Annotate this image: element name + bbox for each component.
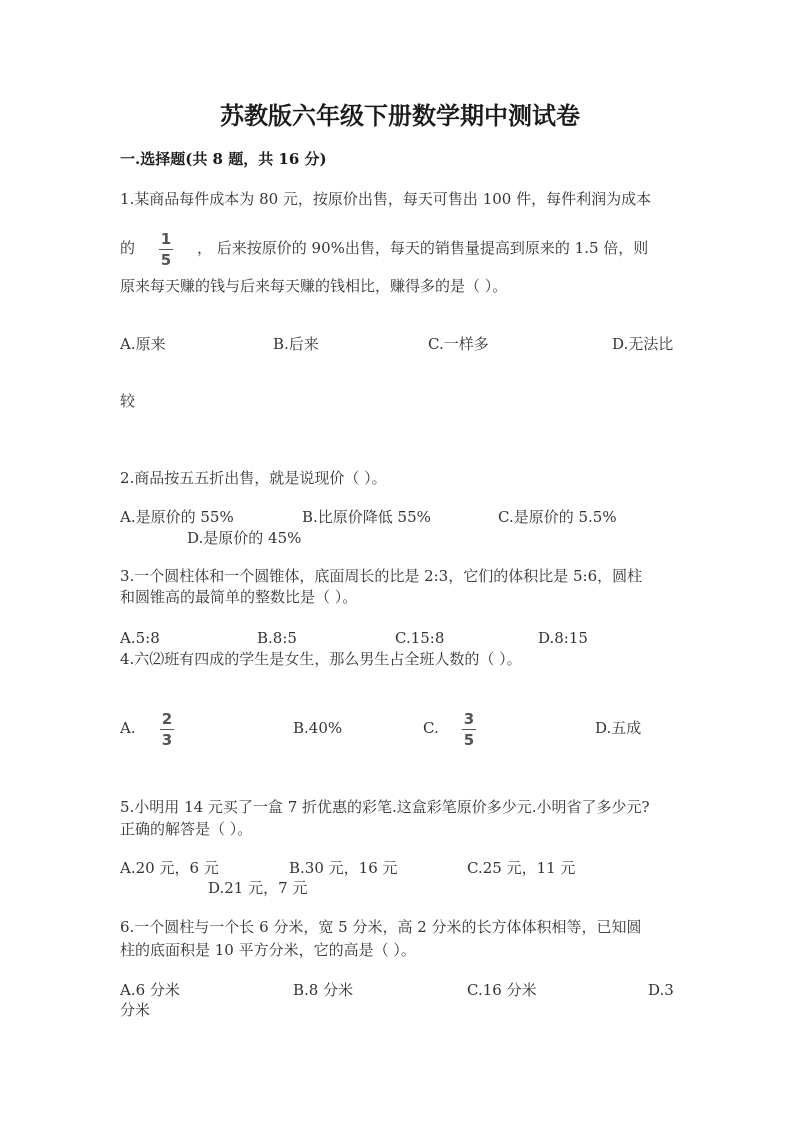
question-5-option-a: A.20 元，6 元	[120, 859, 219, 877]
question-6-option-c: C.16 分米	[467, 981, 537, 999]
question-1-line-3: 原来每天赚的钱与后来每天赚的钱相比，赚得多的是（ ）。	[120, 277, 508, 295]
question-5-line-2: 正确的解答是（ ）。	[120, 820, 253, 838]
fraction-bar	[462, 729, 476, 730]
question-1-option-c: C.一样多	[428, 335, 489, 353]
question-6-option-d: D.3	[648, 981, 674, 999]
question-3-option-a: A.5:8	[120, 629, 160, 647]
question-4-line-1: 4.六⑵班有四成的学生是女生，那么男生占全班人数的（ ）。	[120, 650, 522, 668]
fraction-numerator: 3	[463, 710, 475, 728]
fraction-numerator: 2	[161, 710, 173, 728]
question-4-option-c-fraction	[462, 711, 476, 748]
question-4-option-b: B.40%	[293, 719, 343, 737]
question-1-fraction	[159, 231, 173, 268]
question-1-option-d: D.无法比	[612, 335, 674, 353]
question-1-line-2-suffix: ， 后来按原价的 90%出售，每天的销售量提高到原来的 1.5 倍，则	[197, 239, 649, 257]
question-1-option-d-wrap: 较	[120, 392, 136, 410]
question-2-option-a: A.是原价的 55%	[120, 508, 234, 526]
fraction-denominator: 5	[160, 251, 172, 269]
question-6-option-d-wrap: 分米	[120, 1001, 151, 1019]
fraction-denominator: 5	[463, 731, 475, 749]
question-6-line-2: 柱的底面积是 10 平方分米，它的高是（ ）。	[120, 941, 416, 959]
question-5-option-d: D.21 元，7 元	[208, 879, 308, 897]
question-4-option-a-label: A.	[120, 719, 136, 737]
question-4-option-d: D.五成	[595, 719, 642, 737]
question-3-option-c: C.15:8	[395, 629, 445, 647]
question-5-line-1: 5.小明用 14 元买了一盒 7 折优惠的彩笔.这盒彩笔原价多少元.小明省了多少元?	[120, 798, 650, 816]
question-1-line-1: 1.某商品每件成本为 80 元，按原价出售，每天可售出 100 件，每件利润为成本	[120, 190, 652, 208]
fraction-numerator: 1	[160, 230, 172, 248]
page-title: 苏教版六年级下册数学期中测试卷	[220, 101, 580, 130]
question-6-option-b: B.8 分米	[293, 981, 354, 999]
question-6-option-a: A.6 分米	[120, 981, 180, 999]
question-3-line-1: 3.一个圆柱体和一个圆锥体，底面周长的比是 2:3，它们的体积比是 5:6，圆柱	[120, 567, 643, 585]
question-5-option-b: B.30 元，16 元	[289, 859, 398, 877]
question-1-line-2-prefix: 的	[120, 239, 136, 257]
question-2-option-c: C.是原价的 5.5%	[498, 508, 617, 526]
fraction-bar	[160, 729, 174, 730]
question-2-line-1: 2.商品按五五折出售，就是说现价（ ）。	[120, 469, 387, 487]
question-6-line-1: 6.一个圆柱与一个长 6 分米，宽 5 分米，高 2 分米的长方体体积相等，已知圆	[120, 918, 642, 936]
fraction-denominator: 3	[161, 731, 173, 749]
question-1-option-a: A.原来	[120, 335, 166, 353]
section-heading: 一.选择题(共 8 题，共 16 分)	[120, 150, 327, 168]
question-5-option-c: C.25 元，11 元	[467, 859, 576, 877]
question-4-option-a-fraction	[160, 711, 174, 748]
question-4-option-c-label: C.	[423, 719, 439, 737]
question-3-option-b: B.8:5	[257, 629, 297, 647]
question-1-option-b: B.后来	[273, 335, 319, 353]
question-3-option-d: D.8:15	[538, 629, 588, 647]
question-2-option-b: B.比原价降低 55%	[302, 508, 431, 526]
question-2-option-d: D.是原价的 45%	[187, 529, 302, 547]
fraction-bar	[159, 249, 173, 250]
question-3-line-2: 和圆锥高的最简单的整数比是（ ）。	[120, 588, 358, 606]
